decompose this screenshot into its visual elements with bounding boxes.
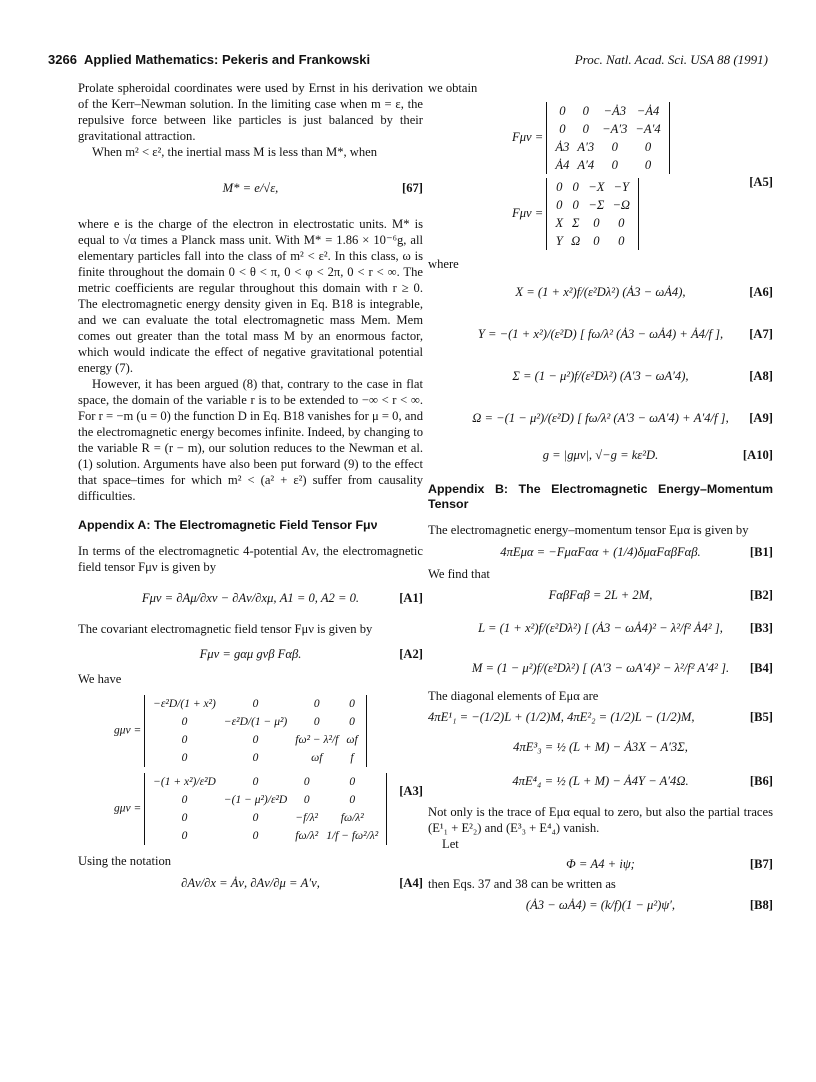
page-number: 3266 — [48, 52, 77, 67]
equation-body: 4πE⁴₄ = ½ (L + M) − Ȧ4Y − A′4Ω. — [512, 774, 689, 788]
equation-67 — [78, 166, 423, 210]
paragraph: Not only is the trace of Eμα equal to zero, but also the partial traces (E¹₁ + E²₂) and (E³₃ + E⁴₄) vanish. — [428, 805, 773, 835]
matrix-cell: Σ — [571, 216, 580, 230]
matrix-cell: ωf — [311, 752, 323, 764]
paragraph: Prolate spheroidal coordinates were used by Ernst in his derivation of the Kerr–Newman solution. In the limiting case when m = ε, the repulsive force between like particles is just balanced by their gravitational attraction. — [78, 81, 423, 143]
equation-tag: [A10] — [742, 448, 773, 462]
matrix-row — [149, 731, 362, 749]
equation-body: 4πEμα = −FμαFαα + (1/4)δμαFαβFαβ. — [500, 545, 701, 559]
equation-a2 — [78, 641, 423, 667]
equation-b6-b — [428, 764, 773, 798]
matrix-cell: 0 — [181, 830, 188, 842]
matrix-cell: Ȧ4 — [555, 158, 570, 172]
matrix-cell: 0 — [349, 716, 355, 728]
equation-body: M* = e/√ε, — [222, 181, 279, 195]
matrix-cell: 0 — [618, 216, 625, 230]
running-header — [48, 52, 768, 70]
equation-b3 — [428, 608, 773, 648]
matrix-cell: −Ω — [612, 198, 631, 212]
equation-b8 — [428, 892, 773, 918]
matrix-cell: 0 — [303, 776, 310, 788]
matrix-cell: −(1 − μ²)/ε²D — [223, 794, 288, 806]
matrix-row — [551, 156, 664, 174]
matrix-cell: 0 — [611, 140, 618, 154]
equation-a7 — [428, 312, 773, 356]
equation-a10 — [428, 440, 773, 470]
equation-tag: [B2] — [749, 588, 773, 602]
paragraph: where e is the charge of the electron in electrostatic units. M* is equal to √α times a Planck mass unit. With M* = 1.86 × 10⁻⁶g, all elementary particles fall into the class of m² < ε². In this class, ω is finite throughout the domain 0 < θ < π, 0 < φ < 2π, 0 < r < ∞. The metric coefficients are regular throughout this domain with r ≥ 0. The electromagnetic energy density given in Eq. B18 is integrable, and we can evaluate the total electromagnetic mass Mem. Mem comes out greater than the total mass M by an enormous factor, which would indicate the effect of negative gravitational potential energy (7). — [78, 217, 423, 375]
matrix-row — [551, 214, 634, 232]
equation-tag: [B5] — [749, 710, 773, 724]
matrix-cell: 0 — [556, 198, 563, 212]
equation-b1 — [428, 538, 773, 566]
matrix-cell: −ε²D/(1 − μ²) — [223, 716, 288, 728]
equation-tag: [A8] — [749, 369, 773, 383]
paragraph: then Eqs. 37 and 38 can be written as — [428, 877, 616, 891]
matrix-cell: −Y — [613, 180, 629, 194]
matrix-cell: 0 — [349, 794, 356, 806]
matrix-cell: 0 — [593, 234, 600, 248]
metric-matrix-lower — [144, 695, 367, 767]
matrix-cell: 0 — [593, 216, 600, 230]
equation-a5-field-lower — [428, 102, 773, 174]
equation-b7 — [428, 852, 773, 876]
equation-tag: [A1] — [399, 591, 423, 605]
matrix-cell: 0 — [349, 698, 355, 710]
matrix-cell: 0 — [611, 158, 618, 172]
equation-body: M = (1 − μ²)f/(ε²Dλ²) [ (A′3 − ωA′4)² − λ²/f² A′4² ]. — [471, 661, 730, 675]
paragraph: In terms of the electromagnetic 4-potential Aν, the electromagnetic field tensor Fμν is given by — [78, 544, 423, 574]
matrix-cell: ωf — [346, 734, 358, 746]
matrix-cell: 0 — [252, 734, 259, 746]
equation-tag: [A2] — [399, 647, 423, 661]
metric-matrix-upper — [144, 773, 387, 845]
matrix-cell: f — [350, 752, 354, 764]
matrix-cell: 0 — [252, 752, 259, 764]
equation-b5 — [428, 704, 773, 730]
equation-tag: [A5] — [749, 175, 773, 189]
equation-body: 4πE³₃ = ½ (L + M) − Ȧ3X − A′3Σ, — [513, 740, 688, 754]
right-column — [428, 80, 773, 918]
matrix-cell: 0 — [181, 812, 188, 824]
paragraph: The electromagnetic energy–momentum tensor Eμα is given by — [428, 523, 749, 537]
equation-b2 — [428, 582, 773, 608]
paragraph: Let — [442, 837, 459, 851]
equation-tag: [A3] — [399, 784, 423, 798]
matrix-cell: 0 — [181, 716, 188, 728]
equation-a8 — [428, 356, 773, 396]
matrix-cell: −X — [588, 180, 605, 194]
matrix-cell: 0 — [303, 794, 310, 806]
paragraph: When m² < ε², the inertial mass M is less than M*, when — [92, 145, 378, 159]
matrix-row — [551, 178, 634, 196]
equation-body: g = |gμν|, √−g = kε²D. — [542, 448, 659, 462]
equation-tag: [A7] — [749, 327, 773, 341]
equation-a1 — [78, 581, 423, 615]
equation-a3-covariant-metric — [78, 695, 423, 767]
matrix-cell: Ω — [571, 234, 581, 248]
matrix-label: Fμν = — [512, 129, 544, 144]
matrix-cell: −Σ — [588, 198, 605, 212]
equation-tag: [B7] — [749, 857, 773, 871]
equation-body: Φ = A4 + iψ; — [566, 857, 635, 871]
matrix-cell: −(1 + x²)/ε²D — [153, 776, 216, 788]
matrix-cell: −A′4 — [635, 122, 661, 136]
paragraph: The covariant electromagnetic field tensor Fμν is given by — [78, 622, 373, 636]
paragraph: The diagonal elements of Eμα are — [428, 689, 599, 703]
equation-tag: [B8] — [749, 898, 773, 912]
matrix-cell: 0 — [556, 180, 563, 194]
matrix-cell: 1/f − fω²/λ² — [326, 830, 379, 842]
matrix-cell: 0 — [559, 122, 566, 136]
paragraph: where — [428, 257, 459, 271]
matrix-cell: −Ȧ4 — [636, 104, 660, 118]
matrix-cell: 0 — [252, 776, 259, 788]
equation-body: Fμν = gαμ gνβ Fαβ. — [199, 647, 302, 661]
field-matrix-lower — [546, 102, 669, 174]
equation-a6 — [428, 272, 773, 312]
matrix-row — [551, 232, 634, 250]
equation-body: FαβFαβ = 2L + 2M, — [548, 588, 653, 602]
matrix-cell: 0 — [572, 198, 579, 212]
matrix-cell: Y — [555, 234, 563, 248]
matrix-row — [149, 773, 382, 791]
running-title: Applied Mathematics: Pekeris and Frankowski — [84, 52, 371, 67]
equation-a5-field-upper — [428, 175, 773, 250]
matrix-cell: 0 — [559, 104, 566, 118]
equation-a9 — [428, 396, 773, 440]
matrix-cell: fω/λ² — [295, 830, 319, 842]
matrix-row — [149, 791, 382, 809]
equation-a4 — [78, 871, 423, 895]
matrix-cell: Ȧ3 — [555, 140, 570, 154]
equation-tag: [67] — [402, 181, 423, 195]
equation-body: L = (1 + x²)f/(ε²Dλ²) [ (Ȧ3 − ωȦ4)² − λ²/f² Ȧ4² ], — [478, 621, 723, 635]
equation-tag: [B3] — [749, 621, 773, 635]
equation-tag: [A9] — [749, 411, 773, 425]
matrix-cell: 0 — [252, 698, 259, 710]
equation-body: Σ = (1 − μ²)f/(ε²Dλ²) (A′3 − ωA′4), — [512, 369, 689, 383]
matrix-row — [551, 196, 634, 214]
matrix-row — [551, 120, 664, 138]
matrix-row — [149, 695, 362, 713]
equation-body: X = (1 + x²)f/(ε²Dλ²) (Ȧ3 − ωȦ4), — [515, 285, 686, 299]
matrix-row — [149, 713, 362, 731]
paragraph: However, it has been argued (8) that, contrary to the case in flat space, the domain of the variable r is to be extended to −∞ < r < ∞. For r = −m (u = 0) the function D in Eq. B18 vanishes for μ = 0, and the electromagnetic energy becomes infinite. Indeed, by changing to the variable R = (r − m), our solution reduces to the Newman et al. (1) solution. Arguments have also been put forward (9) to the effect that space–times for which m² < (a² + ε²) suffer from causality difficulties. — [78, 377, 423, 503]
matrix-cell: 0 — [582, 122, 589, 136]
paragraph: We find that — [428, 567, 490, 581]
matrix-cell: 0 — [252, 830, 259, 842]
equation-body: (Ȧ3 − ωȦ4) = (k/f)(1 − μ²)ψ′, — [525, 898, 676, 912]
equation-tag: [B1] — [749, 545, 773, 559]
equation-tag: [B6] — [749, 774, 773, 788]
matrix-cell: −Ȧ3 — [603, 104, 627, 118]
appendix-b-heading: Appendix B: The Electromagnetic Energy–Momentum Tensor — [428, 482, 773, 511]
matrix-cell: fω² − λ²/f — [295, 734, 339, 746]
matrix-row — [149, 827, 382, 845]
left-column — [78, 80, 423, 897]
equation-tag: [A4] — [399, 876, 423, 890]
matrix-cell: fω/λ² — [340, 812, 364, 824]
matrix-cell: 0 — [252, 812, 259, 824]
matrix-label: gμν = — [114, 802, 142, 815]
paragraph: We have — [78, 672, 122, 686]
matrix-cell: X — [555, 216, 564, 230]
matrix-cell: 0 — [644, 158, 652, 172]
matrix-cell: 0 — [313, 716, 320, 728]
matrix-row — [149, 749, 362, 767]
matrix-row — [149, 809, 382, 827]
matrix-cell: 0 — [618, 234, 625, 248]
matrix-row — [551, 102, 664, 120]
matrix-cell: −f/λ² — [295, 812, 319, 824]
matrix-cell: A′3 — [577, 140, 595, 154]
equation-a3-contravariant-metric — [78, 773, 423, 845]
journal-citation: Proc. Natl. Acad. Sci. USA 88 (1991) — [574, 52, 768, 67]
equation-tag: [B4] — [749, 661, 773, 675]
paragraph: we obtain — [428, 81, 478, 95]
matrix-cell: 0 — [582, 104, 589, 118]
matrix-cell: 0 — [313, 698, 320, 710]
matrix-cell: 0 — [349, 776, 356, 788]
matrix-cell: 0 — [572, 180, 579, 194]
equation-body: Y = −(1 + x²)/(ε²D) [ fω/λ² (Ȧ3 − ωȦ4) + Ȧ4/f ], — [477, 327, 724, 341]
matrix-label: Fμν = — [512, 205, 544, 220]
matrix-cell: 0 — [644, 140, 652, 154]
equation-b4 — [428, 648, 773, 688]
matrix-cell: −A′3 — [602, 122, 628, 136]
matrix-cell: A′4 — [577, 158, 595, 172]
equation-body: ∂Aν/∂x = Ȧν, ∂Aν/∂μ = A′ν, — [181, 876, 320, 890]
matrix-row — [551, 138, 664, 156]
matrix-cell: 0 — [181, 734, 188, 746]
matrix-label: gμν = — [114, 724, 142, 737]
equation-body: Ω = −(1 − μ²)/(ε²D) [ fω/λ² (A′3 − ωA′4) + A′4/f ], — [472, 411, 729, 425]
appendix-a-heading: Appendix A: The Electromagnetic Field Tensor Fμν — [78, 518, 378, 532]
equation-body: 4πE¹₁ = −(1/2)L + (1/2)M, 4πE²₂ = (1/2)L − (1/2)M, — [428, 710, 695, 724]
paragraph: Using the notation — [78, 854, 172, 868]
equation-body: Fμν = ∂Aμ/∂xν − ∂Aν/∂xμ, A1 = 0, A2 = 0. — [141, 591, 360, 605]
matrix-cell: −ε²D/(1 + x²) — [153, 698, 216, 710]
field-matrix-upper — [546, 178, 639, 250]
equation-b6-a — [428, 730, 773, 764]
matrix-cell: 0 — [181, 752, 188, 764]
matrix-cell: 0 — [181, 794, 188, 806]
equation-tag: [A6] — [749, 285, 773, 299]
